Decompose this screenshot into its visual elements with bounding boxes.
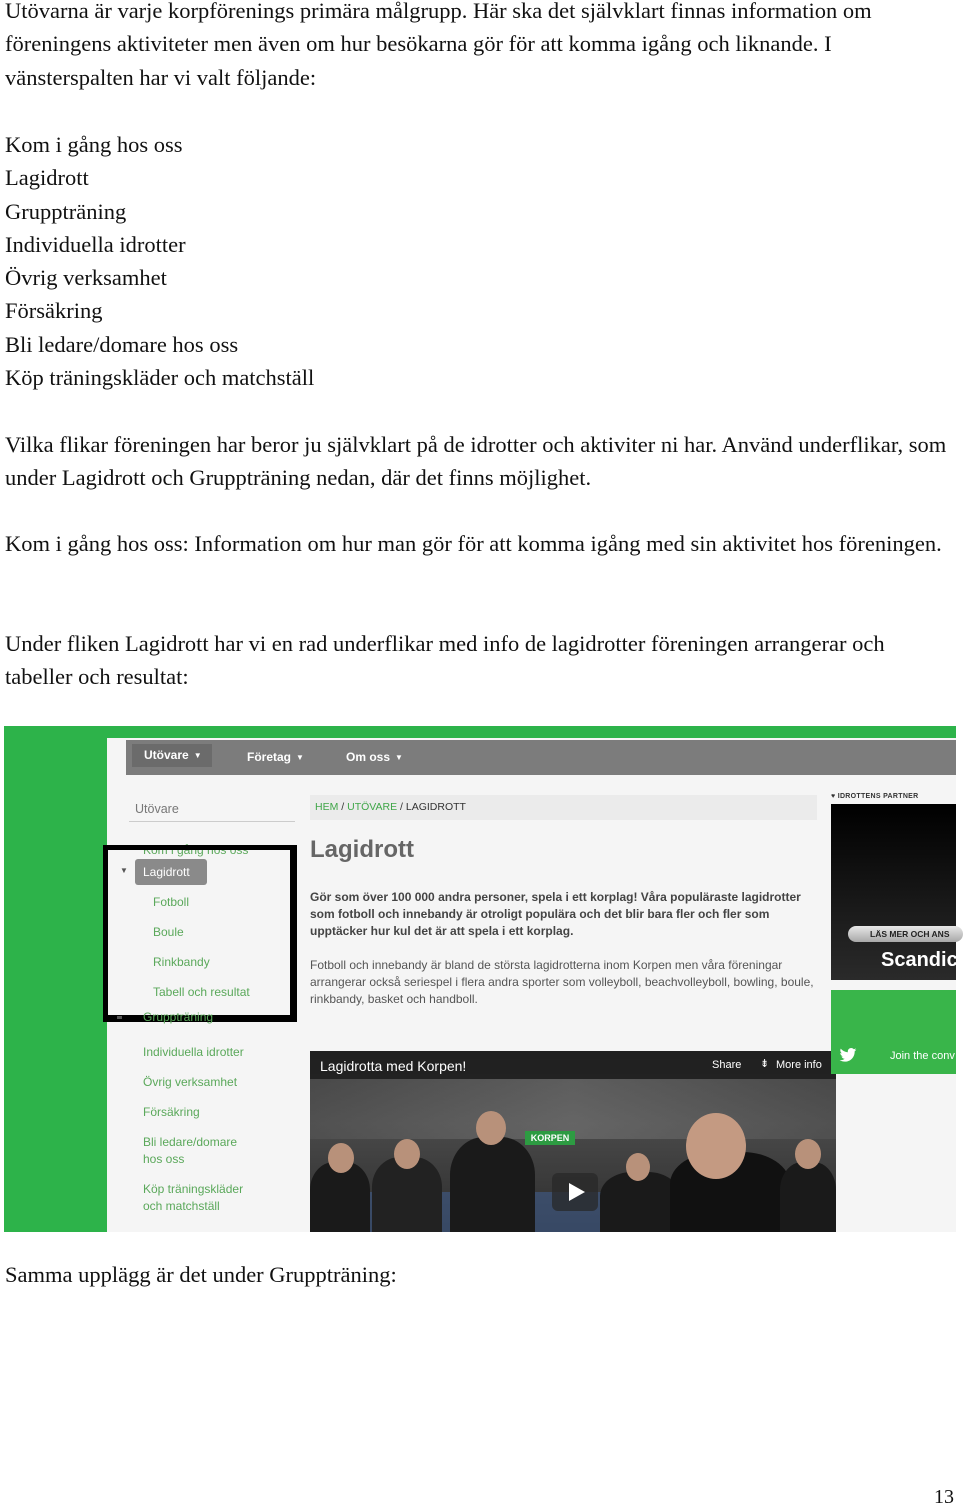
video-player[interactable] xyxy=(310,1051,836,1232)
paragraph-kom-igang: Kom i gång hos oss: Information om hur man gör för att komma igång med sin aktivitet hos föreningen. xyxy=(5,531,942,556)
lead-paragraph: Gör som över 100 000 andra personer, spela i ett korplag! Våra populäraste lagidrotter som fotboll och innebandy är otroligt populära och det blir bara fler och fler som upptäcker hur kul det är att spela i ett korplag. xyxy=(310,890,801,938)
partner-label: ♥ IDROTTENS PARTNER xyxy=(831,793,919,800)
sidebar-item-kop-line2: och matchställ xyxy=(143,1199,220,1213)
video-figure-head xyxy=(328,1143,354,1173)
twitter-icon xyxy=(839,1048,857,1062)
menu-list-item: Köp träningskläder och matchställ xyxy=(5,365,315,391)
sidebar-subitem-rinkbandy[interactable]: Rinkbandy xyxy=(153,955,210,969)
video-title-bar xyxy=(310,1051,836,1079)
nav-foretag[interactable] xyxy=(247,750,304,764)
sidebar-item-gripptraning[interactable]: Gruppträning xyxy=(143,1010,214,1024)
page-title: Lagidrott xyxy=(310,836,414,863)
chevron-down-icon: ▼ xyxy=(395,753,403,762)
nav-utovare[interactable] xyxy=(132,744,212,767)
breadcrumb-current: LAGIDROTT xyxy=(405,801,466,813)
breadcrumb-separator: / xyxy=(341,801,345,813)
video-title: Lagidrotta med Korpen! xyxy=(320,1058,467,1074)
video-background-wall xyxy=(310,1079,836,1139)
nav-om-oss-label: Om oss xyxy=(346,750,391,764)
menu-list xyxy=(5,128,955,394)
video-figure-head xyxy=(626,1153,650,1181)
chevron-down-icon: ▼ xyxy=(296,753,304,762)
sidebar-item-individuella[interactable]: Individuella idrotter xyxy=(143,1045,244,1059)
green-frame-top xyxy=(107,726,956,738)
caret-down-icon: ▼ xyxy=(120,866,128,875)
video-figure-head xyxy=(795,1139,821,1169)
sidebar-item-ovrig[interactable]: Övrig verksamhet xyxy=(143,1075,238,1089)
sidebar-item-kop[interactable] xyxy=(143,1181,243,1215)
paragraph-grupptraning: Samma upplägg är det under Gruppträning: xyxy=(5,1262,397,1287)
sidebar-item-ledare[interactable] xyxy=(143,1134,237,1168)
video-figure-head xyxy=(394,1139,420,1169)
sidebar-item-forsakring[interactable]: Försäkring xyxy=(143,1105,200,1119)
twitter-join-text[interactable]: Join the conv xyxy=(890,1050,955,1062)
twitter-box[interactable] xyxy=(831,990,956,1074)
video-banner: KORPEN xyxy=(525,1131,575,1145)
partner-read-more-button[interactable]: LÄS MER OCH ANS xyxy=(848,926,963,942)
nav-foretag-label: Företag xyxy=(247,750,292,764)
sidebar-item-ledare-line2: hos oss xyxy=(143,1152,185,1166)
sidebar-item-lagidrott-label: Lagidrott xyxy=(143,865,190,879)
main-navbar xyxy=(126,740,956,775)
sidebar-subitem-tabell[interactable]: Tabell och resultat xyxy=(153,985,250,999)
paragraph-tabs: Vilka flikar föreningen har beror ju självklart på de idrotter och aktiviter ni har. Använd underflikar, som under Lagidrott och Gruppträning nedan, där det finns möjlighet. xyxy=(5,432,947,491)
video-figure xyxy=(600,1172,680,1232)
menu-list-item: Bli ledare/domare hos oss xyxy=(5,331,239,357)
video-figure xyxy=(450,1137,535,1232)
video-share-button[interactable]: Share xyxy=(712,1059,742,1071)
sidebar-item-kop-line1: Köp träningskläder xyxy=(143,1182,244,1196)
sidebar-subitem-fotboll[interactable]: Fotboll xyxy=(153,895,190,909)
sidebar-heading: Utövare xyxy=(135,802,179,816)
video-more-info-button[interactable]: More info xyxy=(776,1059,822,1071)
sidebar-subitem-boule[interactable]: Boule xyxy=(153,925,184,939)
video-figure-head xyxy=(476,1111,506,1145)
collapsed-marker xyxy=(117,1016,122,1019)
sidebar-item-ledare-line1: Bli ledare/domare xyxy=(143,1135,238,1149)
nav-om-oss[interactable] xyxy=(346,750,403,764)
menu-list-item: Kom i gång hos oss xyxy=(5,132,183,157)
sidebar-divider xyxy=(129,821,295,822)
breadcrumb-separator: / xyxy=(400,801,403,813)
paragraph-lagidrott: Under fliken Lagidrott har vi en rad underflikar med info de lagidrotter föreningen arrangerar och tabeller och resultat: xyxy=(5,631,885,690)
highlight-frame xyxy=(103,845,297,1022)
menu-list-item: Lagidrott xyxy=(5,165,89,191)
menu-list-item: Försäkring xyxy=(5,298,103,324)
partner-ad[interactable] xyxy=(831,804,956,980)
body-paragraph: Fotboll och innebandy är bland de största lagidrotterna inom Korpen men våra föreningar arrangerar också seriespel i flera andra sporter som volleyboll, beachvolleyboll, bowling, boule, rinkbandy, basket och handboll. xyxy=(310,958,814,1006)
website-screenshot xyxy=(4,726,956,1232)
play-button[interactable] xyxy=(552,1173,598,1211)
nav-utovare-label: Utövare xyxy=(144,748,189,762)
page-number: 13 xyxy=(934,1486,954,1508)
chevron-down-icon: ▼ xyxy=(193,751,202,760)
more-info-icon: ⇟ xyxy=(760,1058,770,1070)
partner-brand: Scandic xyxy=(881,949,958,971)
video-figure-head xyxy=(686,1113,746,1179)
green-frame-left xyxy=(4,726,107,1232)
breadcrumb xyxy=(315,801,466,813)
menu-list-item: Individuella idrotter xyxy=(5,231,186,257)
breadcrumb-utovare[interactable]: UTÖVARE xyxy=(347,801,398,813)
menu-list-item: Övrig verksamhet xyxy=(5,265,167,291)
breadcrumb-home[interactable]: HEM xyxy=(315,801,339,813)
video-figure xyxy=(780,1162,836,1232)
menu-list-item: Gruppträning xyxy=(5,198,127,224)
intro-paragraph: Utövarna är varje korpförenings primära målgrupp. Här ska det självklart finnas information om föreningens aktiviteter men även om hur besökarna gör för att komma igång och liknande. I vänsterspalten har vi valt följande: xyxy=(5,0,872,90)
